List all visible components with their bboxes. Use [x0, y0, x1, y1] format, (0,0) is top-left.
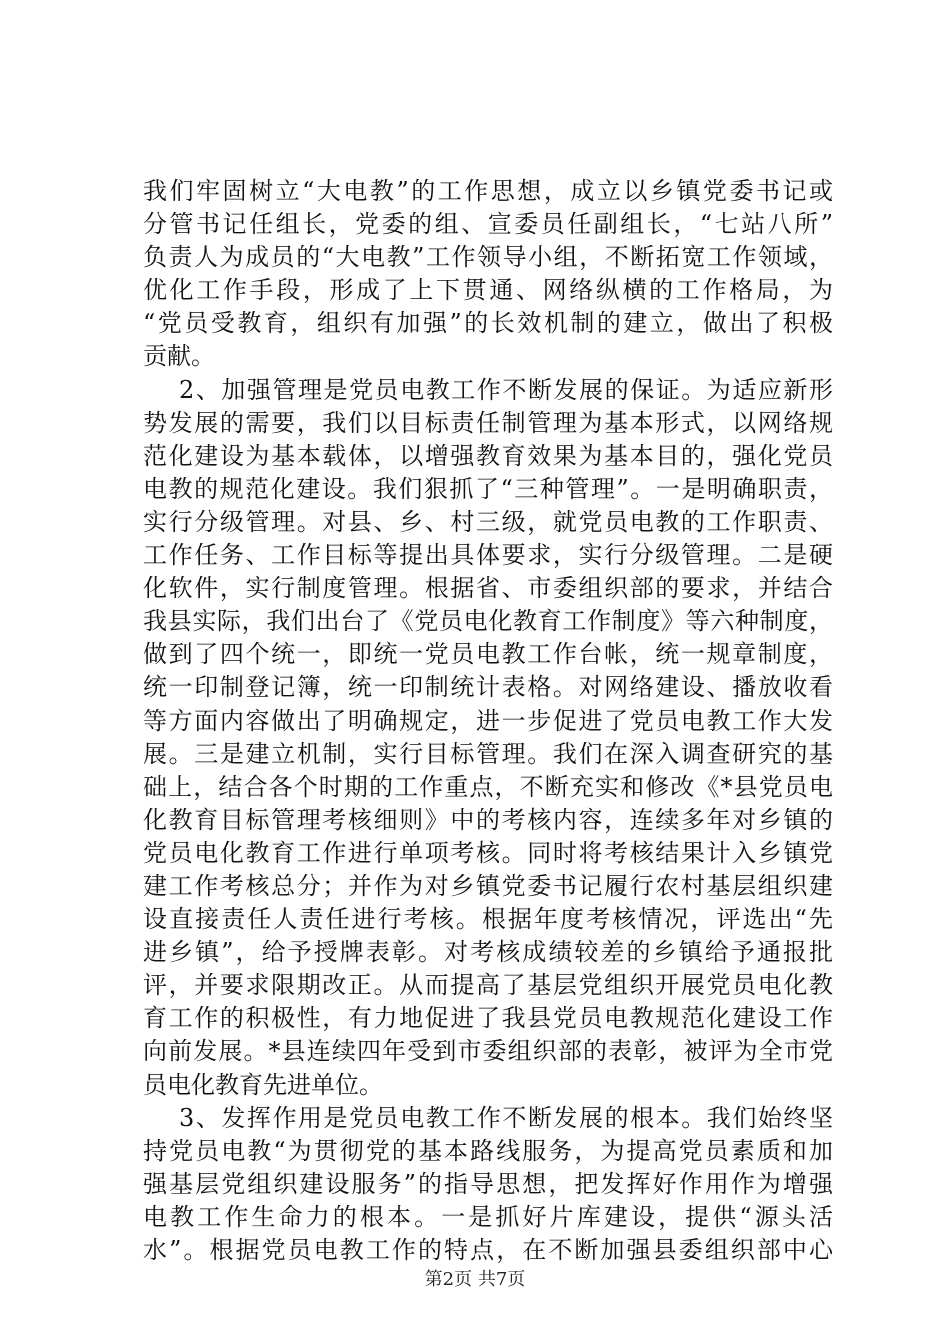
- text-line: 评，并要求限期改正。从而提高了基层党组织开展党员电化教: [143, 971, 833, 1000]
- text-line: 强基层党组织建设服务”的指导思想，把发挥好作用作为增强: [143, 1169, 833, 1198]
- text-line: 2、加强管理是党员电教工作不断发展的保证。为适应新形: [179, 375, 833, 404]
- text-line: 工作任务、工作目标等提出具体要求，实行分级管理。二是硬: [143, 541, 833, 570]
- text-line: 员电化教育先进单位。: [143, 1070, 383, 1099]
- text-line: 负责人为成员的“大电教”工作领导小组，不断拓宽工作领域，: [143, 243, 833, 272]
- text-line: 范化建设为基本载体，以增强教育效果为基本目的，强化党员: [143, 441, 833, 470]
- page-footer: 第2页 共7页: [424, 1269, 526, 1290]
- body-text: [143, 175, 833, 1267]
- text-line: 等方面内容做出了明确规定，进一步促进了党员电教工作大发: [143, 706, 833, 735]
- text-line: 做到了四个统一，即统一党员电教工作台帐，统一规章制度，: [143, 640, 833, 669]
- text-line: 我们牢固树立“大电教”的工作思想，成立以乡镇党委书记或: [143, 177, 833, 205]
- text-line: 建工作考核总分；并作为对乡镇党委书记履行农村基层组织建: [143, 871, 833, 900]
- text-line: 向前发展。*县连续四年受到市委组织部的表彰，被评为全市党: [143, 1037, 833, 1066]
- text-line: 统一印制登记簿，统一印制统计表格。对网络建设、播放收看: [143, 673, 833, 702]
- text-line: “党员受教育，组织有加强”的长效机制的建立，做出了积极: [143, 309, 833, 338]
- text-line: 展。三是建立机制，实行目标管理。我们在深入调查研究的基: [143, 739, 833, 768]
- text-line: 电教工作生命力的根本。一是抓好片库建设，提供“源头活: [143, 1202, 833, 1231]
- text-line: 党员电化教育工作进行单项考核。同时将考核结果计入乡镇党: [143, 838, 833, 867]
- text-line: 水”。根据党员电教工作的特点，在不断加强县委组织部中心: [143, 1236, 833, 1264]
- text-line: 化软件，实行制度管理。根据省、市委组织部的要求，并结合: [143, 574, 833, 603]
- text-line: 3、发挥作用是党员电教工作不断发展的根本。我们始终坚: [179, 1103, 833, 1132]
- text-line: 设直接责任人责任进行考核。根据年度考核情况，评选出“先: [143, 905, 833, 934]
- text-line: 优化工作手段，形成了上下贯通、网络纵横的工作格局，为: [143, 276, 833, 305]
- text-line: 育工作的积极性，有力地促进了我县党员电教规范化建设工作: [143, 1004, 833, 1033]
- text-line: 势发展的需要，我们以目标责任制管理为基本形式，以网络规: [143, 408, 833, 437]
- text-line: 电教的规范化建设。我们狠抓了“三种管理”。一是明确职责，: [143, 474, 833, 503]
- text-line: 实行分级管理。对县、乡、村三级，就党员电教的工作职责、: [143, 507, 833, 536]
- text-line: 贡献。: [143, 342, 215, 371]
- text-line: 我县实际，我们出台了《党员电化教育工作制度》等六种制度，: [143, 607, 833, 636]
- text-line: 化教育目标管理考核细则》中的考核内容，连续多年对乡镇的: [143, 805, 833, 834]
- text-line: 分管书记任组长，党委的组、宣委员任副组长，“七站八所”: [143, 210, 833, 239]
- text-line: 持党员电教“为贯彻党的基本路线服务，为提高党员素质和加: [143, 1136, 833, 1165]
- text-line: 础上，结合各个时期的工作重点，不断充实和修改《*县党员电: [143, 772, 833, 801]
- text-line: 进乡镇”，给予授牌表彰。对考核成绩较差的乡镇给予通报批: [143, 938, 833, 967]
